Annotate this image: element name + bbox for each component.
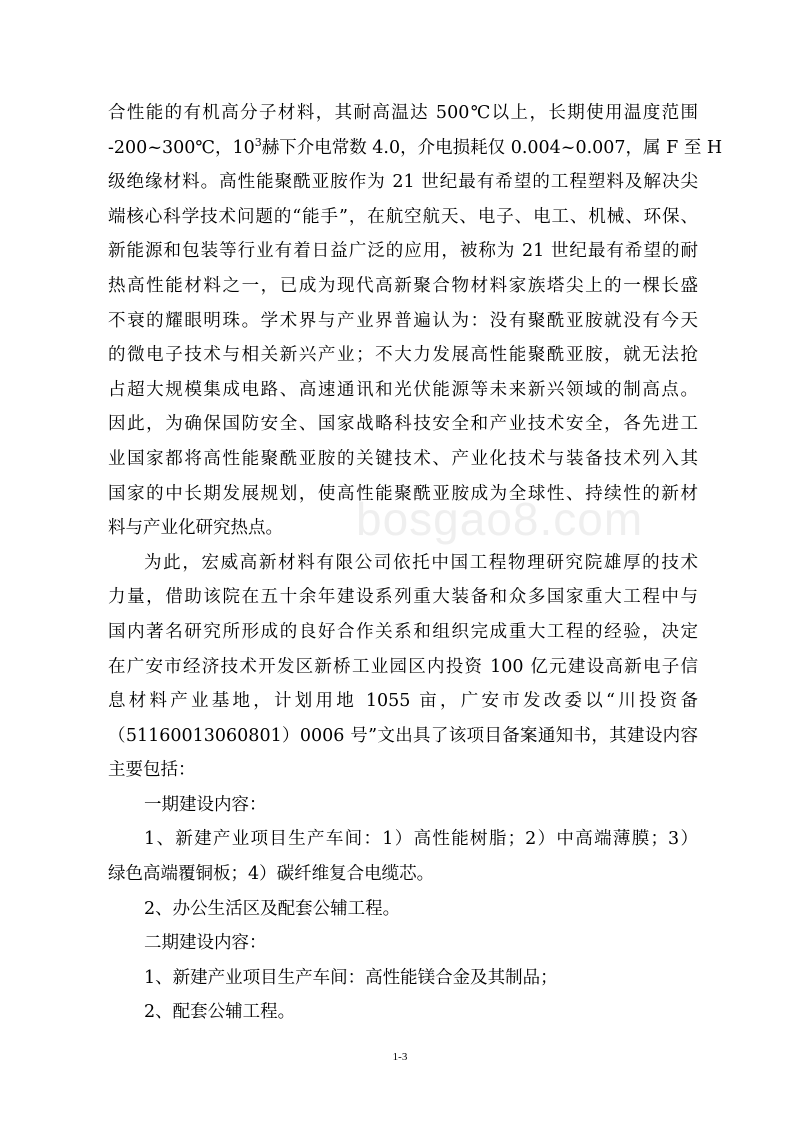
list-item: 1、新建产业项目生产车间：高性能镁合金及其制品； [144,967,558,988]
list-item: 2、配套公辅工程。 [144,1002,296,1023]
text-line: 业国家都将高性能聚酰亚胺的关键技术、产业化技术与装备技术列入其 [108,448,698,469]
watermark-text: bosgao8.com [356,493,644,545]
line-segment: 赫下介电常数 4.0，介电损耗仅 0.004~0.007，属 F 至 H [261,137,723,158]
text-line: 力量，借助该院在五十余年建设系列重大装备和众多国家重大工程中与 [108,587,698,608]
text-line: 热高性能材料之一，已成为现代高新聚合物材料家族塔尖上的一棵长盛 [108,275,698,296]
text-line: 占超大规模集成电路、高速通讯和光伏能源等未来新兴领域的制高点。 [108,379,698,400]
text-line: 级绝缘材料。高性能聚酰亚胺作为 21 世纪最有希望的工程塑料及解决尖 [108,172,698,193]
list-item: 2、办公生活区及配套公辅工程。 [144,898,401,919]
text-line: 国家的中长期发展规划，使高性能聚酰亚胺成为全球性、持续性的新材 [108,483,698,504]
text-line: 料与产业化研究热点。 [108,518,283,539]
text-line [108,131,723,166]
list-item-continuation: 绿色高端覆铜板；4）碳纤维复合电缆芯。 [108,864,435,885]
line-segment: -200~300℃，10 [108,137,255,158]
text-line: 新能源和包装等行业有着日益广泛的应用，被称为 21 世纪最有希望的耐 [108,241,698,262]
superscript: 3 [254,135,262,149]
text-line: 的微电子技术与相关新兴产业；不大力发展高性能聚酰亚胺，就无法抢 [108,345,698,366]
body-text [108,96,723,1030]
text-line: （51160013060801）0006 号”文出具了该项目备案通知书，其建设内容 [108,725,698,746]
text-line: 因此，为确保国防安全、国家战略科技安全和产业技术安全，各先进工 [108,414,698,435]
text-line: 息材料产业基地，计划用地 1055 亩，广安市发改委以“川投资备 [108,691,698,712]
text-line: 主要包括： [108,760,196,781]
text-line: 国内著名研究所形成的良好合作关系和组织完成重大工程的经验，决定 [108,621,698,642]
section-heading: 二期建设内容： [144,933,267,954]
text-line: 在广安市经济技术开发区新桥工业园区内投资 100 亿元建设高新电子信 [108,656,698,677]
page-number: 1-3 [392,1051,408,1063]
text-line: 为此，宏威高新材料有限公司依托中国工程物理研究院雄厚的技术 [144,552,698,573]
text-line: 合性能的有机高分子材料，其耐高温达 500℃以上，长期使用温度范围 [108,103,698,123]
text-line: 端核心科学技术问题的“能手”，在航空航天、电子、电工、机械、环保、 [108,206,698,227]
section-heading: 一期建设内容： [144,794,267,815]
list-item: 1、新建产业项目生产车间：1）高性能树脂；2）中高端薄膜；3） [144,829,698,850]
text-line: 不衰的耀眼明珠。学术界与产业界普遍认为：没有聚酰亚胺就没有今天 [108,310,698,331]
